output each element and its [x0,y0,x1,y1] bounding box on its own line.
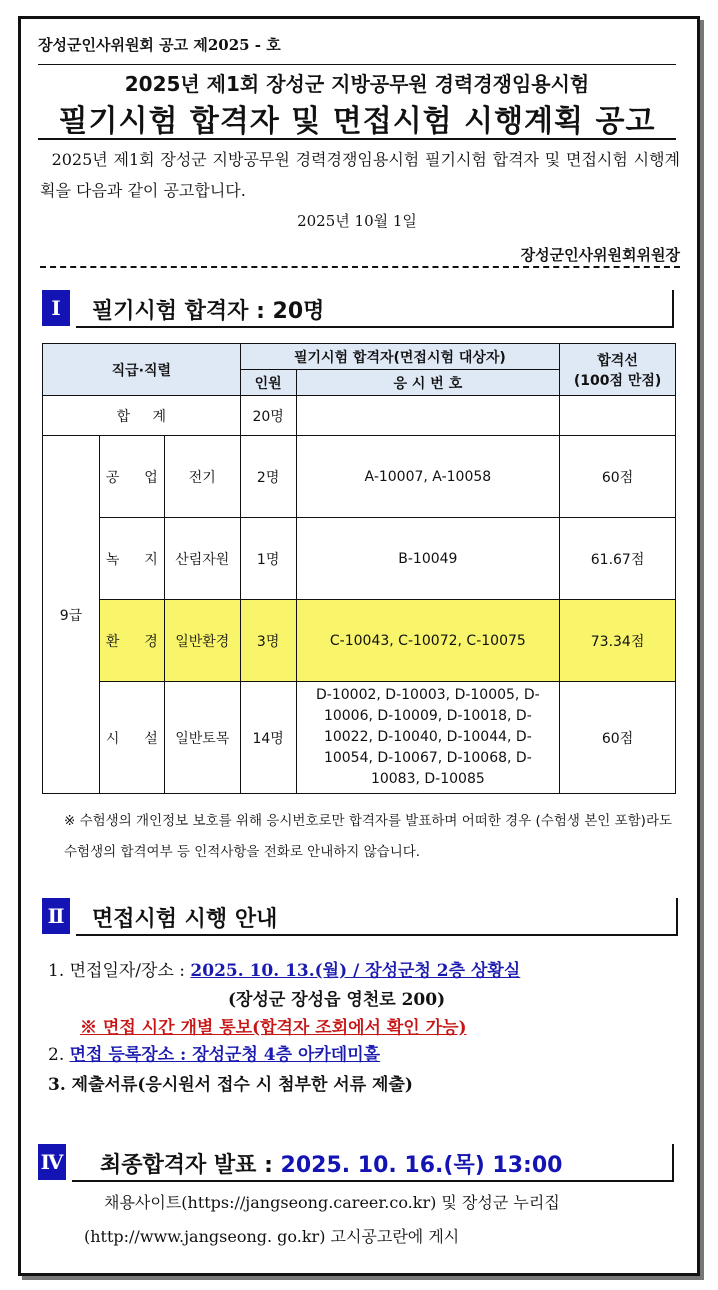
final-announce-date: 2025. 10. 16.(목) 13:00 [280,1153,563,1178]
interview-item-3: 3. 제출서류(응시원서 접수 시 첨부한 서류 제출) [48,1075,413,1095]
total-count: 20명 [240,396,296,436]
series-cell [99,682,164,794]
series-cell [99,600,164,682]
notice-date: 2025년 10월 1일 [297,212,417,230]
item-2-label: 2. [48,1045,70,1065]
series-cell [99,436,164,518]
interview-time-note: ※ 면접 시간 개별 통보(합격자 조회에서 확인 가능) [80,1018,467,1038]
item-1-label: 1. 면접일자/장소 : [48,961,191,981]
numbers-cell: B-10049 [296,518,560,600]
numbers-cell: A-10007, A-10058 [296,436,560,518]
job-cell: 일반환경 [164,600,240,682]
cutoff-cell: 60점 [560,682,676,794]
job-cell: 산림자원 [164,518,240,600]
final-text-1: 채용사이트(https://jangseong.career.co.kr) 및 장성군 누리집 [104,1193,560,1212]
series-char: 경 [144,633,158,650]
total-cutoff [560,396,676,436]
count-cell: 2명 [240,436,296,518]
col-cutoff [560,344,676,396]
interview-date-place: 2025. 10. 13.(월) / 장성군청 2층 상황실 [190,961,521,981]
dashed-divider [40,266,680,268]
series-char: 시 [105,730,120,747]
series-char: 환 [105,633,120,650]
notice-number: 장성군인사위원회 공고 제2025 - 호 [38,36,281,54]
section-1-number: Ⅰ [42,290,70,326]
table-header-row [43,344,676,370]
section-4-number: Ⅳ [38,1144,66,1180]
series-char: 지 [144,551,158,568]
page-title: 필기시험 합격자 및 면접시험 시행계획 공고 [58,104,656,139]
table-row-highlighted [43,600,676,682]
result-table [42,343,676,794]
total-label-2: 계 [152,408,166,425]
numbers-cell: C-10043, C-10072, C-10075 [296,600,560,682]
privacy-footnote: ※ 수험생의 개인정보 보호를 위해 응시번호로만 합격자를 발표하며 어떠한 경우 (수험생 본인 포함)라도 수험생의 합격여부 등 인적사항을 전화로 안내하지 않습니다. [64,813,673,860]
divider [38,138,676,140]
section-1-rule [672,290,674,326]
table-total-row [43,396,676,436]
series-cell [99,518,164,600]
table-row [43,682,676,794]
col-cutoff-sub: (100점 만점) [573,372,662,389]
total-numbers [296,396,560,436]
cutoff-cell: 60점 [560,436,676,518]
cutoff-cell: 61.67점 [560,518,676,600]
divider [38,64,676,65]
count-cell: 1명 [240,518,296,600]
cutoff-cell: 73.34점 [560,600,676,682]
interview-item-2 [48,1040,380,1065]
registration-place: 면접 등록장소 : 장성군청 4층 아카데미홀 [69,1045,381,1065]
table-row [43,436,676,518]
count-cell: 3명 [240,600,296,682]
total-label-1: 합 [116,408,131,425]
total-label [43,396,241,436]
final-title-label: 최종합격자 발표 : [100,1153,281,1178]
section-1-rule [76,326,674,328]
grade-cell: 9급 [43,436,100,794]
series-char: 업 [144,469,158,486]
col-count: 인원 [240,370,296,396]
col-pass-group: 필기시험 합격자(면접시험 대상자) [240,344,559,370]
col-cutoff-label: 합격선 [597,352,638,369]
series-char: 녹 [105,551,120,568]
section-2-rule [76,934,678,936]
section-2-title: 면접시험 시행 안내 [92,907,278,932]
signer: 장성군인사위원회위원장 [520,246,680,264]
count-cell: 14명 [240,682,296,794]
job-cell: 전기 [164,436,240,518]
section-2-number: Ⅱ [42,898,70,934]
interview-address: (장성군 장성읍 영천로 200) [228,990,446,1010]
table-row [43,518,676,600]
col-rank: 직급·직렬 [43,344,241,396]
section-4-rule [72,1180,674,1182]
col-numbers: 응 시 번 호 [296,370,560,396]
section-4-title [100,1148,562,1179]
section-1-title: 필기시험 합격자 : 20명 [92,299,325,324]
interview-item-1 [48,956,520,981]
section-2-rule [676,898,678,934]
page-subtitle: 2025년 제1회 장성군 지방공무원 경력경쟁임용시험 [124,72,590,96]
section-4-rule [672,1144,674,1180]
series-char: 설 [144,730,158,747]
numbers-cell: D-10002, D-10003, D-10005, D-10006, D-10009, D-10018, D-10022, D-10040, D-10044, D-10054, D-10067, D-10068, D-10083, D-10085 [296,682,560,794]
intro-text: 2025년 제1회 장성군 지방공무원 경력경쟁임용시험 필기시험 합격자 및 면접시험 시행계획을 다음과 같이 공고합니다. [40,150,680,200]
final-text-2: (http://www.jangseong. go.kr) 고시공고란에 게시 [84,1227,460,1246]
job-cell: 일반토목 [164,682,240,794]
series-char: 공 [105,469,120,486]
